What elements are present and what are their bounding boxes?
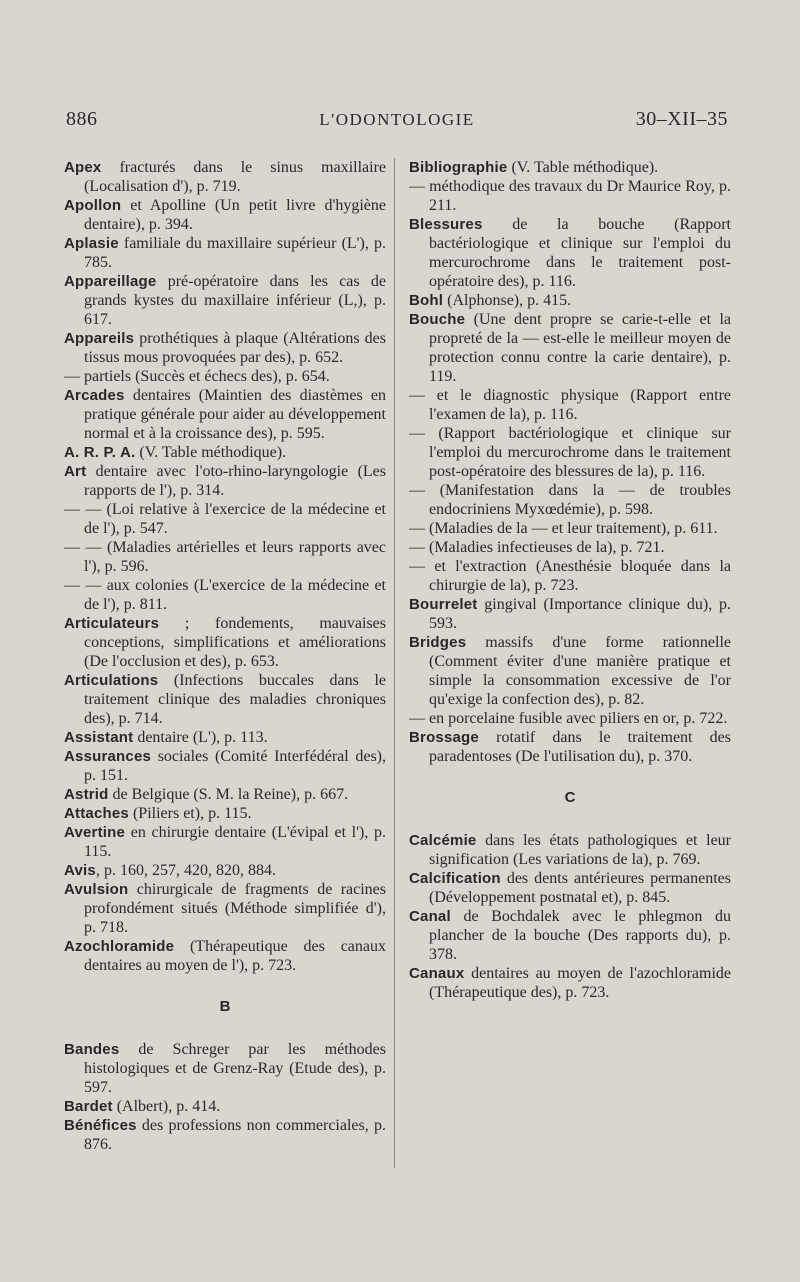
entry-headword: Canal — [409, 908, 451, 925]
entry-headword: Art — [64, 463, 87, 480]
entry-text: prothétiques à plaque (Altérations des tissus mous provoquées par des), p. 652. — [84, 330, 386, 366]
running-header — [66, 108, 728, 138]
index-entry — [409, 424, 731, 481]
column-divider — [394, 158, 395, 1168]
index-entry — [409, 907, 731, 964]
entry-text: — — aux colonies (L'exercice de la médecine et de l'), p. 811. — [64, 577, 386, 613]
entry-headword: Azochloramide — [64, 938, 175, 955]
entry-text: , p. 160, 257, 420, 820, 884. — [95, 862, 276, 879]
index-entry — [64, 747, 386, 785]
index-entry — [64, 234, 386, 272]
entry-text: massifs d'une forme rationnelle (Comment éviter d'une manière pratique et simple la consommation excessive de l'or qu'exige la confection des), p. 82. — [429, 634, 731, 708]
index-entry — [409, 831, 731, 869]
index-entry — [409, 386, 731, 424]
index-entry — [64, 576, 386, 614]
entry-headword: Appareillage — [64, 273, 157, 290]
entry-headword: Articulateurs — [64, 615, 160, 632]
entry-headword: Bénéfices — [64, 1117, 137, 1134]
left-column — [64, 158, 386, 1154]
index-entry — [64, 785, 386, 804]
index-entry — [64, 937, 386, 975]
index-entry — [409, 633, 731, 709]
entry-text: de la bouche (Rapport bactériologique et clinique sur l'emploi du mercurochrome dans le traitement post-opératoire des), p. 116. — [429, 216, 731, 290]
index-entry — [64, 880, 386, 937]
entry-text: — en porcelaine fusible avec piliers en or, p. 722. — [409, 710, 728, 727]
index-entry — [409, 177, 731, 215]
index-entry — [64, 329, 386, 367]
entry-text: — (Maladies infectieuses de la), p. 721. — [409, 539, 665, 556]
entry-text: de Belgique (S. M. la Reine), p. 667. — [108, 786, 349, 803]
entry-text: (Une dent propre se carie-t-elle et la propreté de la — est-elle le meilleur moyen de protection connu contre la carie dentaire), p. 119. — [429, 311, 731, 385]
entry-headword: Appareils — [64, 330, 135, 347]
entry-headword: Calcémie — [409, 832, 477, 849]
index-entry — [409, 728, 731, 766]
index-entry — [409, 215, 731, 291]
entry-text: rotatif dans le traitement des paradentoses (De l'utilisation du), p. 370. — [429, 729, 731, 765]
index-entry — [64, 728, 386, 747]
index-entry — [64, 671, 386, 728]
index-entry — [409, 291, 731, 310]
entry-headword: Bardet — [64, 1098, 113, 1115]
index-entry — [409, 557, 731, 595]
entry-text: ; fondements, mauvaises conceptions, simplifications et améliorations (De l'occlusion et des), p. 653. — [84, 615, 386, 670]
index-entry — [64, 158, 386, 196]
entry-headword: Bouche — [409, 311, 466, 328]
entry-headword: Attaches — [64, 805, 129, 822]
index-entry — [64, 367, 386, 386]
entry-text: en chirurgie dentaire (L'évipal et l'), p. 115. — [84, 824, 386, 860]
entry-headword: Bourrelet — [409, 596, 478, 613]
index-entry — [409, 310, 731, 386]
entry-text: pré-opératoire dans les cas de grands kystes du maxillaire inférieur (L,), p. 617. — [84, 273, 386, 328]
entry-text: — (Manifestation dans la — de troubles endocriniens Myxœdémie), p. 598. — [409, 482, 731, 518]
entry-text: de Bochdalek avec le phlegmon du plancher de la bouche (Des rapports du), p. 378. — [429, 908, 731, 963]
entry-headword: Assurances — [64, 748, 152, 765]
index-entry — [64, 861, 386, 880]
entry-text: — partiels (Succès et échecs des), p. 654. — [64, 368, 330, 385]
entry-headword: Arcades — [64, 387, 125, 404]
index-entry — [64, 1040, 386, 1097]
entry-text: — et le diagnostic physique (Rapport entre l'examen de la), p. 116. — [409, 387, 731, 423]
index-entry — [64, 614, 386, 671]
index-entry — [409, 869, 731, 907]
index-entry — [64, 196, 386, 234]
entry-text: (Albert), p. 414. — [112, 1098, 221, 1115]
entry-text: — (Maladies de la — et leur traitement), p. 611. — [409, 520, 718, 537]
entry-text: et Apolline (Un petit livre d'hygiène dentaire), p. 394. — [84, 197, 386, 233]
index-entry — [409, 481, 731, 519]
entry-headword: Articulations — [64, 672, 159, 689]
entry-headword: Bohl — [409, 292, 444, 309]
index-entry — [64, 443, 386, 462]
entry-text: — et l'extraction (Anesthésie bloquée dans la chirurgie de la), p. 723. — [409, 558, 731, 594]
entry-text: (V. Table méthodique). — [135, 444, 287, 461]
section-letter: B — [219, 998, 231, 1015]
index-entry — [409, 964, 731, 1002]
entry-text: gingival (Importance clinique du), p. 593. — [429, 596, 731, 632]
entry-text: (Alphonse), p. 415. — [443, 292, 572, 309]
index-entry — [64, 804, 386, 823]
index-entry — [64, 1116, 386, 1154]
entry-headword: Calcification — [409, 870, 501, 887]
entry-text: familiale du maxillaire supérieur (L'), p. 785. — [84, 235, 386, 271]
entry-headword: Canaux — [409, 965, 465, 982]
index-entry — [64, 1097, 386, 1116]
entry-headword: Astrid — [64, 786, 109, 803]
index-entry — [64, 386, 386, 443]
entry-text: chirurgicale de fragments de racines profondément situés (Méthode simplifiée d'), p. 718. — [84, 881, 386, 936]
entry-headword: Apex — [64, 159, 102, 176]
entry-text: — — (Loi relative à l'exercice de la médecine et de l'), p. 547. — [64, 501, 386, 537]
page-number: 886 — [66, 108, 98, 130]
entry-text: (Piliers et), p. 115. — [128, 805, 252, 822]
index-entry — [409, 595, 731, 633]
entry-text: (Thérapeutique des canaux dentaires au moyen de l'), p. 723. — [84, 938, 386, 974]
entry-headword: Bandes — [64, 1041, 120, 1058]
right-column — [409, 158, 731, 1002]
index-entry — [409, 709, 731, 728]
entry-headword: Bibliographie — [409, 159, 508, 176]
index-entry — [64, 823, 386, 861]
entry-text: — méthodique des travaux du Dr Maurice Roy, p. 211. — [409, 178, 731, 214]
index-entry — [64, 538, 386, 576]
section-letter: C — [564, 789, 576, 806]
entry-text: dentaire (L'), p. 113. — [133, 729, 268, 746]
index-entry — [64, 462, 386, 500]
entry-text: — (Rapport bactériologique et clinique sur l'emploi du mercurochrome dans le traitement post-opératoire des blessures de la), p. 116. — [409, 425, 731, 480]
entry-text: — — (Maladies artérielles et leurs rapports avec l'), p. 596. — [64, 539, 386, 575]
issue-date: 30–XII–35 — [635, 108, 728, 130]
entry-text: (V. Table méthodique). — [507, 159, 659, 176]
entry-text: (Infections buccales dans le traitement clinique des maladies chroniques des), p. 714. — [84, 672, 386, 727]
entry-headword: Apollon — [64, 197, 122, 214]
entry-text: fracturés dans le sinus maxillaire (Localisation d'), p. 719. — [84, 159, 386, 195]
entry-headword: Assistant — [64, 729, 134, 746]
entry-text: sociales (Comité Interfédéral des), p. 151. — [84, 748, 386, 784]
index-entry — [64, 500, 386, 538]
index-entry — [409, 538, 731, 557]
entry-headword: A. R. P. A. — [64, 444, 136, 461]
entry-text: des dents antérieures permanentes (Développement postnatal et), p. 845. — [429, 870, 731, 906]
journal-title: L'ODONTOLOGIE — [319, 110, 475, 129]
index-entry — [409, 519, 731, 538]
entry-headword: Avulsion — [64, 881, 129, 898]
entry-headword: Brossage — [409, 729, 479, 746]
entry-text: dans les états pathologiques et leur signification (Les variations de la), p. 769. — [429, 832, 731, 868]
entry-text: dentaires au moyen de l'azochloramide (Thérapeutique des), p. 723. — [429, 965, 731, 1001]
entry-text: dentaires (Maintien des diastèmes en pratique générale pour aider au développement normal et à la croissance des), p. 595. — [84, 387, 386, 442]
index-entry — [64, 272, 386, 329]
entry-headword: Avis — [64, 862, 96, 879]
entry-text: des professions non commerciales, p. 876. — [84, 1117, 386, 1153]
index-entry — [409, 158, 731, 177]
entry-text: dentaire avec l'oto-rhino-laryngologie (Les rapports de l'), p. 314. — [84, 463, 386, 499]
entry-headword: Aplasie — [64, 235, 119, 252]
entry-headword: Blessures — [409, 216, 483, 233]
entry-headword: Bridges — [409, 634, 467, 651]
entry-headword: Avertine — [64, 824, 126, 841]
entry-text: de Schreger par les méthodes histologiques et de Grenz-Ray (Etude des), p. 597. — [84, 1041, 386, 1096]
